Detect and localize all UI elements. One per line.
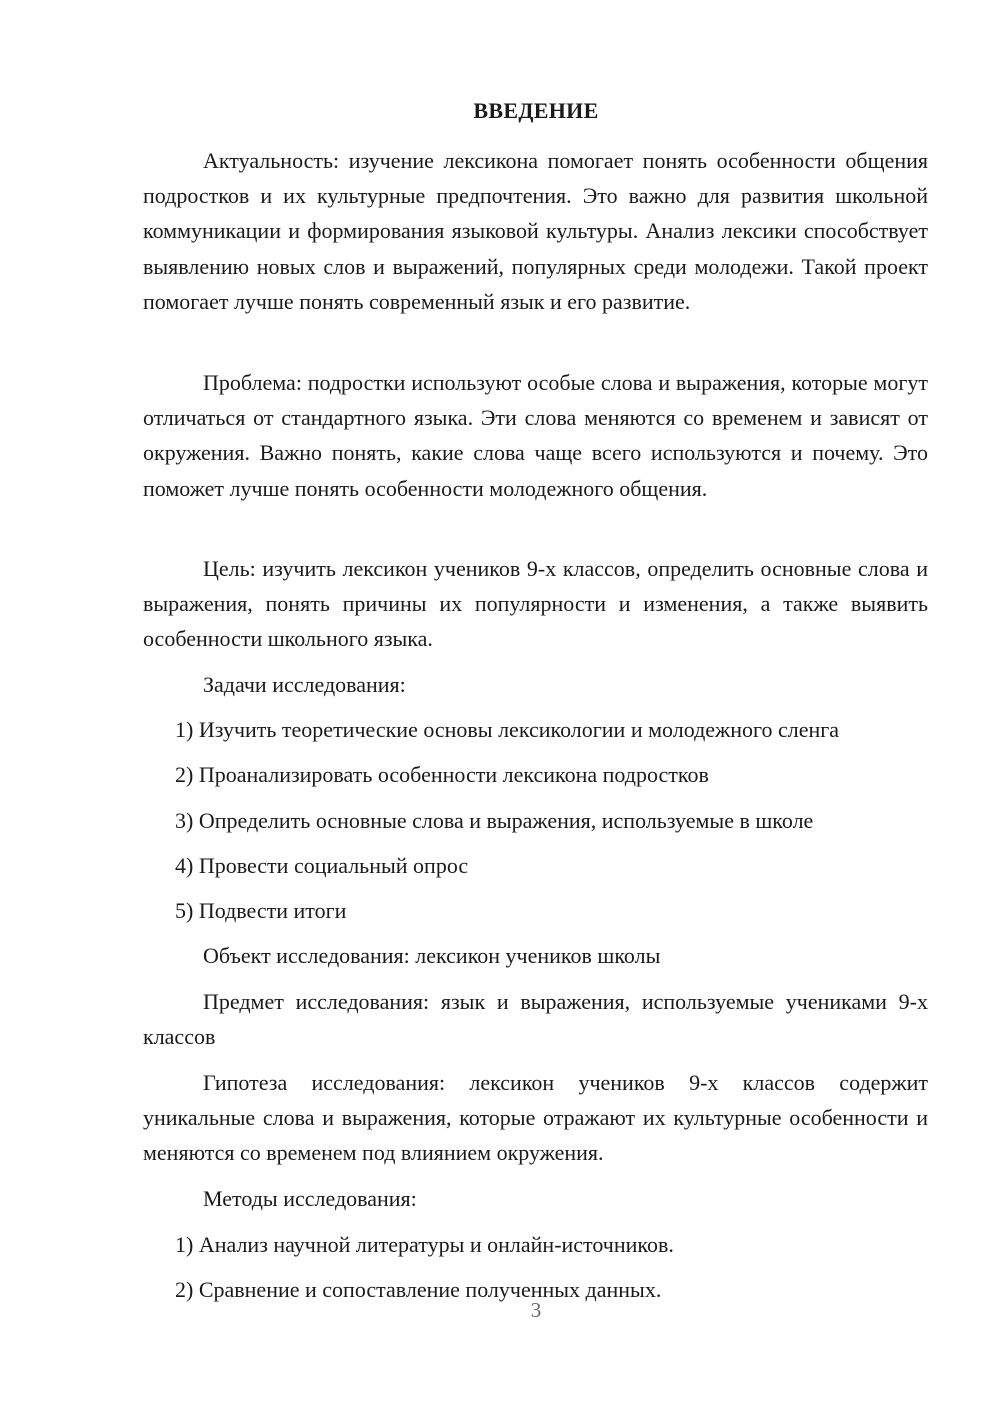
list-item: 4) Провести социальный опрос <box>175 853 469 878</box>
methods-heading: Методы исследования: <box>203 1186 417 1211</box>
paragraph-goal: Цель: изучить лексикон учеников 9-х классов, определить основные слова и выражения, понять причины их популярности и изменения, а также выявить особенности школьного языка. <box>143 556 928 652</box>
paragraph-subject: Предмет исследования: язык и выражения, используемые учениками 9-х классов <box>143 989 928 1050</box>
paragraph-hypothesis: Гипотеза исследования: лексикон учеников 9-х классов содержит уникальные слова и выражения, которые отражают их культурные особенности и меняются со временем под влиянием окружения. <box>143 1070 928 1166</box>
tasks-heading: Задачи исследования: <box>203 672 406 697</box>
paragraph-relevance: Актуальность: изучение лексикона помогает понять особенности общения подростков и их культурные предпочтения. Это важно для развития школьной коммуникации и формирования языковой культуры. Анализ лексики способствует выявлению новых слов и выражений, популярных среди молодежи. Такой проект помогает лучше понять современный язык и его развитие. <box>143 148 928 314</box>
paragraph-problem: Проблема: подростки используют особые слова и выражения, которые могут отличаться от стандартного языка. Эти слова меняются со временем и зависят от окружения. Важно понять, какие слова чаще всего используются и почему. Это поможет лучше понять особенности молодежного общения. <box>143 370 928 501</box>
paragraph-object: Объект исследования: лексикон учеников школы <box>203 943 661 968</box>
list-item: 2) Сравнение и сопоставление полученных данных. <box>175 1277 662 1302</box>
list-item: 3) Определить основные слова и выражения, используемые в школе <box>175 808 814 833</box>
list-item: 2) Проанализировать особенности лексикона подростков <box>175 762 709 787</box>
page-number: 3 <box>530 1298 542 1322</box>
page-title: ВВЕДЕНИЕ <box>473 98 599 123</box>
list-item: 5) Подвести итоги <box>175 898 347 923</box>
list-item: 1) Изучить теоретические основы лексикологии и молодежного сленга <box>175 717 840 742</box>
list-item: 1) Анализ научной литературы и онлайн-источников. <box>175 1232 674 1257</box>
